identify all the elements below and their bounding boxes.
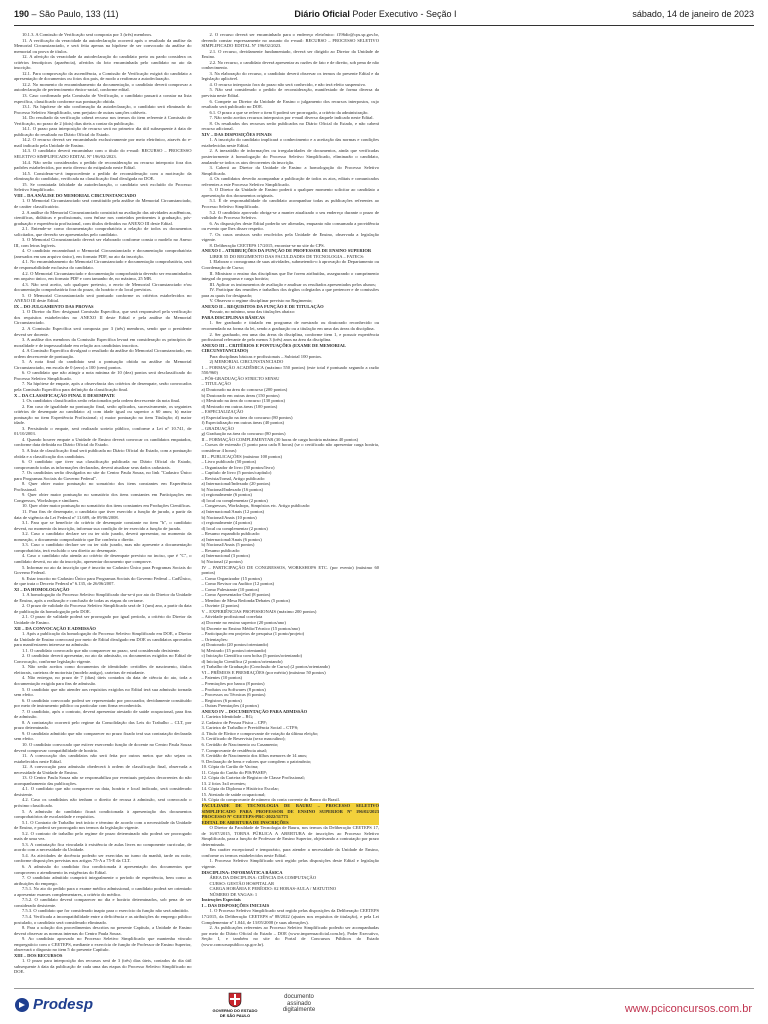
paragraph: 4. A Comissão Específica divulgará o resultado da análise do Memorial Circunstanciado, em ordem decrescente de pontuação. [14, 348, 192, 359]
paragraph: 2. O recurso deverá ser encaminhado para o endereço eletrônico: f196dir@cps.sp.gov.br, devendo constar expressamente no assunto do e-mail: RECURSO – PROCESSO SELETIVO SIMPLIFICADO EDITAL Nº 196/02/2023. [201, 32, 379, 49]
paragraph: 4.2. O Memorial Circunstanciado e documentação comprobatória deverão ser encaminhados em arquivo único, em formato PDF e com tamanho de, no máximo, 25 MB. [14, 270, 192, 282]
paragraph: – Patentes (10 pontos) [201, 675, 243, 681]
paragraph: 12. Cópia da Carteira de Registro de Classe Profissional; [201, 775, 305, 781]
paragraph: 14.4. Não serão considerados o pedido de reconsideração ou recurso interposto fora dos padrões estabelecidos, por meio diverso do estipulado neste Edital. [14, 159, 192, 171]
paragraph: – Premiações por banca (8 pontos) [201, 680, 265, 686]
paragraph: 5.3. A contratação fica vinculada à existência de aulas livres no componente curricular, de acordo com a necessidade da Unidade. [14, 841, 192, 853]
paragraph: 7. Comprovante de residência atual; [201, 747, 268, 753]
paragraph: c) Iniciação Científica com bolsa (5 pontos/orientando) [201, 653, 303, 659]
paragraph: II – FORMAÇÃO COMPLEMENTAR (30 horas de carga horária máxima 40 pontos) [201, 436, 359, 442]
volume-info: – São Paulo, 133 (11) [31, 9, 119, 19]
publication-title [294, 9, 456, 19]
paragraph: – Revista/Jornal, Artigo publicado: [201, 475, 266, 481]
paragraph: 14.3. O candidato deverá encaminhar com o título do e-mail: RECURSO – PROCESSO SELETIVO SIMPLIFICADO EDITAL Nº 196/02/2023. [14, 148, 192, 160]
paragraph: b) Mestrado (15 pontos/orientando) [201, 647, 267, 653]
paragraph: d) local ou complementar (2 pontos) [201, 525, 268, 531]
paragraph: c) regionalmente (4 pontos) [201, 520, 252, 526]
paragraph: 1. A inscrição do candidato implicará o conhecimento e a aceitação das normas e condições estabelecidas neste Edital. [201, 137, 379, 148]
paragraph: 5. Certificado de Reservista (sexo masculino); [201, 736, 286, 742]
paragraph: – Participação em projetos de pesquisa (1 ponto/projeto) [201, 631, 305, 637]
section-heading: ANEXO IV – DOCUMENTAÇÃO PARA ADMISSÃO [201, 708, 308, 714]
paragraph: c) Mestrado na área do concurso (130 pontos) [201, 398, 285, 404]
paragraph: 11. Para fins de desempate, o candidato que tiver exercido a função de jurado, a partir da data de vigência da Lei Federal nº 11.689, de 09/06/2008. [14, 509, 192, 520]
paragraph: – Livro publicado (50 pontos) [201, 459, 257, 465]
paragraph: 16. Cópia do comprovante de número da conta corrente do Banco do Brasil. [201, 797, 340, 803]
paragraph: 4. Título de Eleitor e comprovante de votação da última eleição; [201, 730, 319, 736]
paragraph: 2) MEMORIAL CIRCUNSTANCIADO [209, 359, 284, 365]
paragraph: 5.2. O contrato de trabalho pelo regime de prazo determinado não poderá ser prorrogado mais de uma vez. [14, 830, 192, 842]
paragraph: V. Observar o regime disciplinar previsto no Regimento; [209, 298, 313, 304]
paragraph: b) Nacional/Anais (5 pontos) [201, 542, 255, 548]
signed-line-3: digitalmente [282, 1007, 316, 1014]
paragraph: LIBER 55 DO REGIMENTO DAS FACULDADES DE TECNOLOGIA – FATECS: [209, 253, 365, 259]
state-coat-of-arms-icon [228, 992, 242, 1008]
publication-date: sábado, 14 de janeiro de 2023 [632, 9, 754, 19]
paragraph: 2. A análise do Memorial Circunstanciado consistirá na avaliação das atividades acadêmicas, científicas, didáticas e profissionais, com ênfase nos conteúdos pertinentes à graduação, pós-graduação e experiência profissional, com títulos definidos no ANEXO III deste Edital. [14, 209, 192, 226]
paragraph: – PÓS-GRADUAÇÃO STRICTO SENSU [201, 375, 280, 381]
paragraph: 1.1. O candidato convocado que não comparecer no prazo, será considerado desistente. [22, 647, 181, 653]
paragraph: 1. Processo Seletivo Simplificado será regido pelas disposições deste Edital e legislação vigente. [201, 858, 379, 870]
paragraph: Para disciplinas básicas e profissionais – Subtotal 100 pontos. [209, 353, 323, 359]
paragraph: 3. O Memorial Circunstanciado deverá ser elaborado conforme consta o modelo no Anexo III, com letras legíveis. [14, 237, 192, 248]
paragraph: g) Graduação na área do concurso (80 pontos) [201, 431, 286, 437]
highlighted-edital-title: FACULDADE DE TECNOLOGIA DE BAURU – PROCESSO SELETIVO SIMPLIFICADO PARA PROFESSOR DE ENSINO SUPERIOR Nº 196/02/2023 PROCESSO Nº CEETEPS-PRC-2022/31773 [201, 803, 379, 820]
footer-rule [14, 988, 754, 989]
paragraph: 2.1. O prazo de validade poderá ser prorrogado por igual período, a critério do Diretor da Unidade de Ensino. [14, 614, 192, 625]
paragraph: 3. Na elaboração do recurso, o candidato deverá observar os termos do presente Edital e da legislação aplicável. [201, 70, 379, 82]
paragraph: 6. O candidato que não atingir a nota mínima de 10 (dez) pontos será desclassificado do Processo Seletivo Simplificado. [14, 370, 192, 381]
paragraph: a) Docente no ensino superior (20 pontos/ano) [201, 619, 286, 625]
paragraph: 13. Caso confirmado pela Comissão de Verificação, o candidato passará a constar na lista específica, classificado conforme sua pontuação obtida. [14, 93, 192, 104]
paragraph: 1. O prazo para interposição dos recursos será de 3 (três) dias úteis, contados do dia útil subsequente à data da publicação de cada uma das etapas do Processo Seletivo Simplificado no DOE. [14, 958, 192, 975]
paragraph: NÚMERO DE VAGAS: 1 [209, 891, 258, 897]
paragraph: 5. Informar no ato da inscrição que é inscrito no Cadastro Único para Programas Sociais do Governo Federal. [14, 564, 192, 576]
paragraph: 9. Declaração de bens e valores que compõem o patrimônio; [201, 758, 312, 764]
journal-title: Diário Oficial [294, 9, 350, 19]
paragraph: – Cursos de extensão (1 ponto para cada 8 horas) (se o certificado não apresentar carga horária, considerar 4 horas) [201, 442, 379, 454]
paragraph: VI – PRÊMIOS E PREMIAÇÕES (por mérito) (máximo 50 pontos) [201, 669, 326, 675]
paragraph: a) Internacional/Anais (12 pontos) [201, 509, 264, 515]
paragraph: 10. Cópia do Cartão de Vacina; [201, 764, 259, 770]
paragraph: 8. Quer obter maior pontuação no somatório dos itens constantes em Experiência Profissional. [14, 481, 192, 492]
paragraph: 4. O candidato encaminhará o Memorial Circunstanciado e documentação comprobatória (anexados em um arquivo único), em formato PDF, no ato da inscrição. [14, 248, 192, 259]
article-columns [14, 32, 754, 977]
paragraph: 5.1. É de responsabilidade do candidato acompanhar todas as publicações referentes ao Processo Seletivo Simplificado. [201, 198, 379, 209]
paragraph: 11. Cópia do Cartão do PIS/PASEP; [201, 769, 268, 775]
paragraph: 2. A Comissão Específica será composta por 3 (três) membros, sendo que o presidente deverá ser docente. [14, 325, 192, 337]
paragraph: 6. Certidão de Nascimento ou Casamento; [201, 742, 279, 747]
paragraph: 4. Os candidatos deverão acompanhar a publicação de todos os atos, editais e comunicados referentes a este Processo Seletivo Simplificado. [201, 176, 379, 187]
paragraph: 5. O Memorial Circunstanciado será pontuado conforme os critérios estabelecidos no ANEXO III deste Edital. [14, 292, 192, 304]
paragraph: 8. Certidão de Nascimento dos filhos menores de 14 anos; [201, 753, 308, 759]
paragraph: d) Iniciação Científica (2 pontos/orientando) [201, 658, 283, 664]
signed-line-2: assinado [286, 1000, 312, 1007]
paragraph: 3.1. Para que se beneficie do critério de desempate constante no item "b", o candidato deverá, no momento da inscrição, informar sua condição de ter exercido a função de jurado. [14, 520, 192, 531]
paragraph: – Como Apresentador Oral (8 pontos) [201, 592, 271, 598]
section-heading: I – DAS DISPOSIÇÕES INICIAIS [201, 902, 270, 908]
paragraph: 2. Cadastro de Pessoa Física – CPF; [201, 719, 268, 725]
prodesp-logo [14, 996, 93, 1013]
paragraph: – Orientações: [201, 636, 228, 642]
gov-line-2: DE SÃO PAULO [219, 1012, 251, 1018]
paragraph: 7.5.2. O candidato deverá comparecer no dia e horário determinados, sob pena de ser considerado desistente. [14, 897, 192, 908]
paragraph: 2. O candidato deverá apresentar, no ato da admissão, os documentos exigidos no Edital de Convocação, conforme legislação vigente. [14, 653, 192, 664]
paragraph: III. Aplicar os instrumentos de avaliação e analisar os resultados apresentados pelos alunos; [209, 281, 377, 287]
paragraph: 7.5.4. Verificada a incompatibilidade entre a deficiência e as atribuições do emprego público postulado, o candidato será considerado eliminado. [14, 913, 192, 925]
paragraph: 14.2. O recurso deverá ser encaminhado exclusivamente por meio eletrônico, através do e-mail indicado pela Unidade de Ensino. [14, 137, 192, 148]
paragraph: 13. 2 fotos 3x4 recentes; [201, 780, 247, 786]
paragraph: ÁREA DA DISCIPLINA: CIÊNCIA DA COMPUTAÇÃO [209, 875, 317, 881]
paragraph: 3. Caberá ao Diretor da Unidade de Ensino a homologação do Processo Seletivo Simplificado. [201, 165, 379, 176]
paragraph: 6. As disposições deste Edital poderão ser alteradas, enquanto não consumada a providência ou evento que lhes disser respeito. [201, 220, 379, 232]
paragraph: 5.1. O Contrato de Trabalho terá início e término de acordo com a necessidade da Unidade de Ensino, e poderá ser prorrogado nos termos da legislação vigente. [14, 819, 192, 831]
paragraph: 4. O recurso interposto fora do prazo não será conhecido, e não terá efeito suspensivo. [209, 81, 367, 87]
paragraph: – Como Organizador (15 pontos) [201, 575, 262, 581]
paragraph: 14.5. Considerar-se-á improcedente o pedido de reconsideração com a motivação da eliminação do candidato, verificada na classificação final divulgada no DOE. [14, 170, 192, 182]
paragraph: – Como Palestrante (10 pontos) [201, 586, 260, 592]
paragraph: 2. A inexatidão de informações ou irregularidades de documentos, ainda que verificadas posteriormente à homologação do Processo Seletivo Simplificado, eliminarão o candidato, anulando-se todos os atos decorrentes da inscrição. [201, 148, 379, 165]
paragraph: 3.3. Caso o candidato declare ser ou ter sido jurado, mas não apresente a documentação comprobatória, terá excluído o seu direito ao desempate. [14, 542, 192, 553]
paragraph: – Atividade profissional correlata [201, 614, 263, 620]
paragraph: 12. A convocação para admissão obedecerá à ordem de classificação final, observada a necessidade da Unidade de Ensino. [14, 764, 192, 775]
paragraph: – ESPECIALIZAÇÃO [201, 409, 244, 415]
paragraph: 11. A verificação da veracidade da autodeclaração ocorrerá após o resultado da análise da Memorial Circunstanciado, e será feita apenas na hipótese de ser convocado da análise do memorial ou prova de títulos. [14, 37, 192, 54]
paragraph: 6. Estar inscrito no Cadastro Único para Programas Sociais do Governo Federal – CadÚnico, de que trata o Decreto Federal nº 6.135, de 26/06/2007. [14, 575, 192, 587]
paragraph: 4.2. Caso os candidatos não tenham o direito de recusa à admissão, será convocado o próximo classificado. [14, 797, 192, 809]
paragraph: 4.3. Não será aceito, sob qualquer pretexto, o envio de Memorial Circunstanciado e/ou documentação comprobatória fora do prazo, do horário e do local previstos. [14, 281, 192, 293]
section-heading: PARA DISCIPLINAS BÁSICAS [201, 314, 265, 320]
paragraph: a) Internacional (3 pontos) [201, 553, 250, 559]
paragraph: 7. O candidato admitido cumprirá integralmente o período de experiência, bem como as atribuições do emprego. [14, 875, 192, 886]
section-heading: Instruções Especiais [201, 897, 241, 903]
paragraph: – TITULAÇÃO [201, 381, 231, 387]
paragraph: – Capítulo de livro (5 pontos/capítulo) [201, 470, 272, 476]
paragraph: Possuir, no mínimo, uma das titulações abaixo: [209, 309, 296, 315]
section-heading: IX – DO JULGAMENTO DAS PROVAS [14, 303, 94, 309]
paragraph: II. Ministrar o ensino das disciplinas que lhe forem atribuídas, assegurando o cumprimento integral do programa e carga horária; [201, 270, 379, 282]
paragraph: 8. Deliberação CEETEPS 17/2015, encontra-se no site do CPS. [209, 242, 325, 248]
paragraph: 12.1. Para comprovação da ascendência, a Comissão de Verificação exigirá do candidato a apresentação de documentos ou fotos dos pais, de modo a reafirmar a autodeclaração. [14, 70, 192, 82]
paragraph: 1. O Diretor da Etec designará Comissão Específica, que será responsável pela verificação dos requisitos estabelecidos no ANEXO II deste Edital e pela análise do Memorial Circunstanciado. [14, 309, 192, 326]
paragraph: 6.1. O prazo a que se refere o item 6 poderá ser prorrogado, a critério da administração. [209, 109, 369, 115]
paragraph: 12.2. No momento do encaminhamento da documentação, o candidato deverá comprovar a autodeclaração de pertencimento étnico-racial, conforme edital. [14, 81, 192, 93]
paragraph: – Registros (6 pontos) [201, 697, 242, 703]
paragraph: c) regionalmente (6 pontos) [201, 492, 252, 498]
paragraph: 5. A nota final do candidato será a pontuação obtida na análise do Memorial Circunstanciado, em escala de 0 (zero) a 100 (cem) pontos. [14, 359, 192, 370]
paragraph: 6. O candidato convocado poderá ser representado por procurador, devidamente constituído por meio de instrumento público ou particular com firma reconhecida. [14, 697, 192, 709]
paragraph: b) Nacional/Anais (10 pontos) [201, 514, 257, 520]
paragraph: a) Doutorado na área do concurso (200 pontos) [201, 387, 288, 392]
paragraph: 2. Em caso de igualdade na pontuação final, serão aplicados, sucessivamente, os seguintes critérios de desempate ao candidato: a) com idade igual ou superior a 60 anos; b) maior pontuação no item Experiência Profissional; c) maior pontuação no item Titulação; d) maior idade. [14, 403, 192, 426]
paragraph: 1. Os candidatos classificados serão relacionados pela ordem decrescente da nota final. [22, 398, 181, 404]
paragraph: I. Elaborar o cronograma de suas atividades, submetendo-o à aprovação do Departamento ou Coordenação de Curso; [201, 259, 379, 270]
paragraph: 3. Persistindo o empate, será realizado sorteio público, conforme a Lei nº 10.741, de 01/10/2003. [14, 425, 192, 437]
page-number-volume [14, 9, 118, 19]
paragraph: 7. Não serão aceitos recursos interpostos por e-mail diverso daquele indicado neste Edital. [209, 115, 374, 121]
section-heading: ANEXO I – ATRIBUIÇÕES DA FUNÇÃO DE PROFESSOR DE ENSINO SUPERIOR [201, 248, 372, 254]
paragraph: e) Especialização na área do concurso (80 pontos) [201, 414, 293, 420]
paragraph: 3. A análise dos membros da Comissão Específica levará em consideração os princípios de moralidade e de impessoalidade em relação aos candidatos inscritos. [14, 337, 192, 348]
paragraph: 5. O candidato que não atender aos requisitos exigidos no Edital terá sua admissão tornada sem efeito. [14, 686, 192, 698]
paragraph: 5.2. O candidato aprovado obriga-se a manter atualizado o seu endereço durante o prazo de validade do Processo Seletivo. [201, 209, 379, 221]
highlighted-edital-title: EDITAL DE ABERTURA DE INSCRIÇÕES [202, 820, 380, 826]
paragraph: b) Docente no Ensino Médio/Técnico (15 pontos/ano) [201, 625, 300, 631]
digital-signature-note [270, 994, 328, 1014]
paragraph: 10. O candidato convocado que estiver exercendo função de docente no Centro Paula Souza deverá comprovar compatibilidade de horário. [14, 742, 192, 753]
paragraph: e) Trabalho de Graduação (Conclusão de Curso) (2 pontos/orientando) [201, 664, 330, 670]
paragraph: 4. Caso o candidato não atenda ao critério de desempate previsto no inciso, que é "C", o candidato deverá, no ato da inscrição, apresentar documento que comprove. [14, 553, 192, 564]
paragraph: d) local ou complementar (2 pontos) [201, 497, 268, 503]
paragraph: 14. Do resultado da verificação caberá recurso nos termos do item referente à Comissão de Verificação, no prazo de 2 (dois) dias úteis a contar da publicação. [14, 115, 192, 126]
paragraph: 7. Os casos omissos serão resolvidos pela Unidade de Ensino, observada a legislação vigente. [201, 231, 379, 243]
paragraph: 7. Os candidatos serão divulgados no site do Centro Paula Souza, no link "Cadastro Único para Programas Sociais do Governo Federal". [14, 470, 192, 481]
paragraph: 3. Carteira de Trabalho e Previdência Social – CTPS; [201, 725, 299, 731]
section-heading: XII – DA CONVOCAÇÃO E ADMISSÃO [14, 625, 96, 631]
paragraph: 7.5.3. O candidato que for considerado inapto para o exercício da função não será admitido. [22, 908, 189, 914]
paragraph: 10. Quer obter maior pontuação no somatório dos itens constantes em Produções Científicas. [22, 503, 191, 509]
section-heading: VIII – DA ANÁLISE DO MEMORIAL CIRCUNSTANCIADO [14, 192, 137, 198]
paragraph: 8. Os resultados dos recursos serão publicados no Diário Oficial do Estado, e não caberá recurso adicional. [201, 120, 379, 132]
section-heading: ANEXO II – REQUISITOS DA FUNÇÃO E DE TITULAÇÃO [201, 303, 324, 309]
paragraph: 8. Para a solução dos procedimentos descritos no presente Capítulo, a Unidade de Ensino deverá observar as normas internas do Centro Paula Souza. [14, 925, 192, 936]
paragraph: a) Internacional/Indexado (20 pontos) [201, 481, 271, 487]
paragraph: 2.1. Entende-se como documentação comprobatória a relação de todos os documentos solicitados, que deverão ser apresentados pelo candidato. [14, 226, 192, 237]
paragraph: 11. A convocação dos candidatos não será feita por outros meios que não sejam os estabelecidos neste Edital. [14, 753, 192, 764]
paragraph: IV – PARTICIPAÇÃO DE CONGRESSOS, WORKSHOPS ETC. (por evento) (máximo 60 pontos) [201, 564, 379, 576]
paragraph: 9. Ao candidato aprovado no Processo Seletivo Simplificado que mantenha vínculo empregatício com o CEETEPS, mediante o exercício de função de Professor de Ensino Superior, observará o disposto no item 5 do presente Capítulo. [14, 936, 192, 953]
header-rule [14, 25, 754, 26]
paragraph: – Processos ou Técnicas (6 pontos) [201, 692, 266, 698]
paragraph: 4. Quando houver empate a Unidade de Ensino deverá convocar os candidatos empatados, conforme data definida no Diário Oficial do Estado. [14, 436, 192, 448]
paragraph: 9. O candidato admitido que não comparecer no prazo fixado terá sua contratação declarada sem efeito. [14, 730, 192, 742]
paragraph: 5.4. As atividades de docência poderão ser exercidas no turno da manhã, tarde ou noite, conforme disposições previstas nos artigos 75-A a 75-E da CLT. [14, 852, 192, 864]
government-seal [212, 992, 258, 1018]
paragraph: 5. O Diretor da Unidade de Ensino poderá a qualquer momento solicitar ao candidato a apresentação dos documentos originais. [201, 187, 379, 198]
paragraph: – Ouvinte (2 pontos) [201, 603, 240, 609]
paragraph: b) Doutorado em outras áreas (150 pontos) [201, 392, 280, 398]
watermark-url: www.pciconcursos.com.br [624, 1003, 752, 1015]
section-heading: DISCIPLINA: INFORMÁTICA BÁSICA [201, 869, 283, 875]
paragraph: – Outras Premiações (4 pontos) [201, 703, 259, 709]
section-heading: XIII – DOS RECURSOS [14, 952, 63, 958]
paragraph: 14. Cópia do Diploma e Histórico Escolar; [201, 786, 280, 792]
paragraph: 2. O prazo de validade do Processo Seletivo Simplificado será de 1 (um) ano, a partir da data de publicação da homologação pelo DOE. [14, 603, 192, 614]
paragraph: 1. Após a publicação da homologação do Processo Seletivo Simplificado em DOE, o Diretor da Unidade de Ensino convocará por meio de Edital divulgado em DOE os candidatos aprovados para manifestarem interesse na admissão. [14, 631, 192, 648]
paragraph: a) Internacional/Anais (6 pontos) [201, 536, 262, 542]
paragraph: – Resumo expandido publicado: [201, 531, 261, 537]
prodesp-label: Prodesp [33, 996, 94, 1013]
paragraph: – Produtos ou Softwares (8 pontos) [201, 686, 266, 692]
paragraph: 7. O candidato, após o contrato, deverá apresentar atestado de saúde ocupacional, para fins de admissão. [14, 708, 192, 720]
journal-section: Poder Executivo - Seção I [352, 9, 457, 19]
paragraph: – Congressos, Workshops, Simpósios etc. Artigo publicado: [201, 503, 311, 509]
paragraph: 6. Compete ao Diretor da Unidade de Ensino o julgamento dos recursos interpostos, cujo resultado será publicado no DOE. [201, 98, 379, 110]
paragraph: b) Nacional (2 pontos) [201, 558, 243, 564]
paragraph: – Como Revisor ou Auditor (12 pontos) [201, 581, 274, 587]
paragraph: 1. A homologação do Processo Seletivo Simplificado dar-se-á por ato do Diretor da Unidade de Ensino, após a realização e conclusão de todas as etapas do certame. [14, 592, 192, 603]
paragraph: a) Doutorado (20 pontos/orientando) [201, 642, 269, 648]
paragraph: – GRADUAÇÃO [201, 425, 234, 431]
paragraph: 1. Carteira Identidade – RG; [201, 714, 254, 720]
paragraph: 10.1.3. A Comissão de Verificação será composta por 3 (três) membros. [22, 32, 153, 37]
paragraph: 13.1. Na hipótese de não confirmação da autodeclaração, o candidato será eliminado do Processo Seletivo Simplificado, sem prejuízo de outras sanções cabíveis. [14, 104, 192, 115]
paragraph: 4. Não entregar, no prazo de 7 (dias) úteis contados da data de ciência do ato, toda a documentação exigida para fins de admissão. [14, 675, 192, 686]
paragraph: 1. O Processo Seletivo Simplificado será regido pelas disposições da Deliberação CEETEPS 17/2015, da Deliberação CEETEPS nº 88/2022 (ajustes nos requisitos de titulação), e pela Lei Complementar nº 1.044, de 13/05/2008 (e suas alterações). [201, 908, 379, 925]
paragraph: 3.2. Caso o candidato declare ser ou ter sido jurado, deverá apresentar, no momento da nomeação, o documento comprobatório que lhe conferiu o direito. [14, 531, 192, 542]
paragraph: 9. Quer obter maior pontuação no somatório dos itens constantes em Participações em Congressos, Workshops e similares. [14, 492, 192, 503]
paragraph: 5. A admissão do candidato ficará condicionada à apresentação dos documentos comprobatórios de escolaridade e requisitos. [14, 808, 192, 820]
paragraph: 5. A lista de classificação final será publicada no Diário Oficial do Estado, com a pontuação obtida e a classificação dos candidatos. [14, 448, 192, 459]
paragraph: 1. Ser graduado e titulado em programa de mestrado ou doutorado reconhecido ou recomendado na forma da lei, sendo a graduação ou a titulação em uma das áreas da disciplina. [201, 320, 379, 331]
paragraph: 7. Na hipótese de empate, após a observância dos critérios de desempate, serão convocados pela Comissão Específica para definição da classificação final. [14, 381, 192, 392]
paragraph: 8. A contratação ocorrerá pelo regime da Consolidação das Leis do Trabalho – CLT, por prazo determinado. [14, 719, 192, 731]
paragraph: V – EXPERIÊNCIAS PROFISSIONAIS (máximo 200 pontos) [201, 608, 317, 614]
paragraph: CARGA HORÁRIA E PERÍODO: 02 HORAS-AULA / MATUTINO [209, 886, 337, 892]
paragraph: 2. Ser graduado, em uma das áreas da disciplina, conforme item 1, e possuir experiência profissional relevante de pelo menos 3 (três) anos na área da disciplina. [201, 331, 379, 343]
page-footer [14, 992, 754, 1022]
page-number: 190 [14, 9, 30, 19]
paragraph: CURSO: GESTÃO HOSPITALAR [209, 880, 275, 886]
section-heading: XI – DA HOMOLOGAÇÃO [14, 586, 70, 592]
paragraph: 2.1. O recurso, devidamente fundamentado, deverá ser dirigido ao Diretor da Unidade de Ensino. [201, 48, 379, 60]
section-heading: X – DA CLASSIFICAÇÃO FINAL E DESEMPATE [14, 392, 115, 398]
paragraph: 1 – FORMAÇÃO ACADÊMICA (máximo 550 pontos) (este total é pontuado segundo a razão 550/960) [201, 364, 379, 376]
section-heading: ANEXO III – CRITÉRIOS E PONTUAÇÕES (EXAME DE MEMORIAL CIRCUNSTANCIADO) [201, 342, 346, 354]
paragraph: IV. Participar das reuniões e trabalhos dos órgãos colegiados a que pertencer e de comissões para as quais for designado; [201, 287, 379, 298]
paragraph: 2.2. No recurso, o candidato deverá apresentar as razões de fato e de direito, sob pena de não conhecimento. [201, 59, 379, 71]
paragraph: 15. Atestado de saúde ocupacional; [201, 791, 266, 797]
page-header [14, 4, 754, 24]
paragraph: – Resumo publicado: [201, 547, 241, 553]
signed-line-1: documento [284, 994, 314, 1000]
paragraph: – Membro de Mesa Redonda/Debates (5 pontos) [201, 597, 290, 603]
paragraph: 1. O Memorial Circunstanciado será constituído pela análise do Memorial Circunstanciado, de caráter classificatório. [14, 198, 192, 209]
paragraph: d) Mestrado em outras áreas (100 pontos) [201, 403, 278, 409]
paragraph: 6. O candidato que tiver sua classificação publicada no Diário Oficial do Estado, comprovando todas as informações declaradas, deverá atualizar seus dados cadastrais. [14, 459, 192, 470]
paragraph: 4.1. O candidato que não comparecer na data, horário e local indicado, será considerado desistente. [14, 786, 192, 797]
paragraph: 5. Não será considerado o pedido de reconsideração, manifestado de forma diversa da prevista neste Edital. [201, 87, 379, 99]
section-heading: XIV – DAS DISPOSIÇÕES FINAIS [201, 131, 272, 137]
paragraph: O Diretor da Faculdade de Tecnologia de Bauru, nos termos da Deliberação CEETEPS 17, de 16/07/2015, TORNA PÚBLICA A ABERTURA de inscrições ao Processo Seletivo Simplificado, para a função de Professor de Ensino Superior, objetivando a contratação por prazo determinado. [201, 825, 379, 847]
paragraph: 7.5.1. No ato do pedido para o exame médico admissional, o candidato poderá ser orientado a apresentar exames complementares, a critério do médico. [14, 886, 192, 897]
paragraph: – Organizador de livro (30 pontos/livro) [201, 464, 275, 470]
paragraph: Em caráter excepcional e temporário, para atender a necessidade da Unidade de Ensino, conforme os termos estabelecidos neste Edital. [201, 847, 379, 858]
paragraph: b) Nacional/Indexado (16 pontos) [201, 486, 263, 492]
paragraph: 12. A aferição da veracidade da autodeclaração do candidato preto ou pardo considera os critérios fenotípicos (aparência), aferidos da foto encaminhada pelo candidato no ato da inscrição. [14, 54, 192, 71]
paragraph: 3. Não serão aceitos como documentos de identidade: certidões de nascimento, títulos eleitorais, carteiras de motorista (modelo antigo), carteiras de estudante. [14, 664, 192, 675]
paragraph: 2. As publicações referentes ao Processo Seletivo Simplificado poderão ser acompanhadas por meio do Diário Oficial do Estado – DOE (www.imprensaoficial.com.br), Poder Executivo, Seção I, e também no site do Portal de Concursos Públicos do Estado (www.concursopublico.sp.gov.br). [201, 925, 379, 947]
paragraph: 6. A admissão do candidato fica condicionada à apresentação dos documentos que comprovem o atendimento às exigências do Edital. [14, 864, 192, 875]
paragraph: 13. O Centro Paula Souza não se responsabiliza por eventuais prejuízos decorrentes do não acompanhamento das publicações. [14, 775, 192, 786]
paragraph: 4.1. No encaminhamento do Memorial Circunstanciado e documentação comprobatória, será de responsabilidade exclusiva do candidato. [14, 259, 192, 270]
paragraph: f) Especialização em outras áreas (40 pontos) [201, 420, 285, 426]
prodesp-mark-icon [14, 997, 30, 1013]
paragraph: III – PUBLICAÇÕES (máximo 100 pontos) [201, 453, 282, 459]
paragraph: 15. Se constatada falsidade da autodeclaração, o candidato será excluído do Processo Seletivo Simplificado. [14, 181, 192, 193]
paragraph: 14.1. O prazo para interposição de recurso será no primeiro dia útil subsequente à data de publicação do resultado no Diário Oficial do Estado. [14, 126, 192, 137]
gov-line-1: GOVERNO DO ESTADO [212, 1008, 258, 1013]
